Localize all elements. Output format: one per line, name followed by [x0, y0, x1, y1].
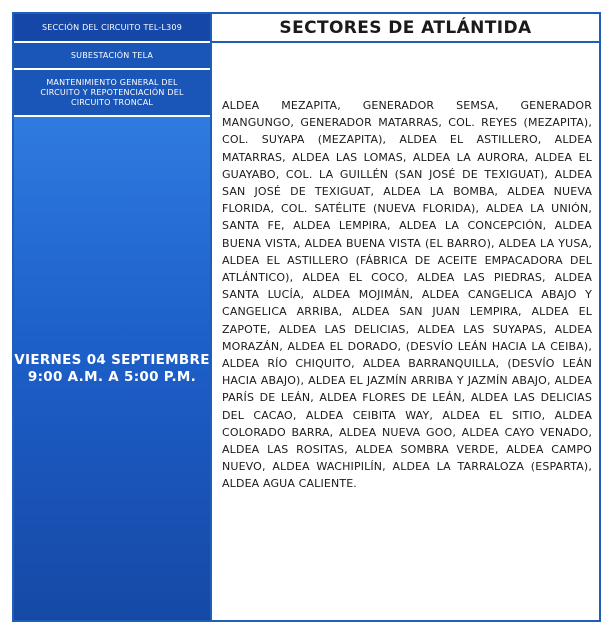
sectors-title: SECTORES DE ATLÁNTIDA — [279, 17, 532, 38]
schedule-cell — [14, 117, 210, 620]
work-description-cell — [14, 70, 210, 117]
schedule-time: 9:00 A.M. A 5:00 P.M. — [27, 368, 197, 385]
schedule-date: VIERNES 04 SEPTIEMBRE — [14, 351, 210, 368]
substation-cell — [14, 43, 210, 70]
sectors-title-cell — [210, 14, 599, 43]
sectors-list-text: ALDEA MEZAPITA, GENERADOR SEMSA, GENERADOR MANGUNGO, GENERADOR MATARRAS, COL. REYES (MEZAPITA), COL. SUYAPA (MEZAPITA), ALDEA EL ASTILLERO, ALDEA MATARRAS, ALDEA LAS LOMAS, ALDEA LA AURORA, ALDEA EL GUAYABO, COL. LA GUILLÉN (SAN JOSÉ DE TEXIGUAT), ALDEA SAN JOSÉ DE TEXIGUAT, ALDEA LA BOMBA, ALDEA NUEVA FLORIDA, COL. SATÉLITE (NUEVA FLORIDA), ALDEA LA UNIÓN, SANTA FE, ALDEA LEMPIRA, ALDEA LA CONCEPCIÓN, ALDEA BUENA VISTA, ALDEA BUENA VISTA (EL BARRO), ALDEA LA YUSA, ALDEA EL ASTILLERO (FÁBRICA DE ACEITE EMPACADORA DEL ATLÁNTICO), ALDEA EL COCO, ALDEA LAS PIEDRAS, ALDEA SANTA LUCÍA, ALDEA MOJIMÁN, ALDEA CANGELICA ABAJO Y CANGELICA ARRIBA, ALDEA SAN JUAN LEMPIRA, ALDEA EL ZAPOTE, ALDEA LAS DELICIAS, ALDEA LAS SUYAPAS, ALDEA MORAZÁN, ALDEA EL DORADO, (DESVÍO LEÁN HACIA LA CEIBA), ALDEA RÍO CHIQUITO, ALDEA BARRANQUILLA, (DESVÍO LEÁN HACIA ABAJO), ALDEA EL JAZMÍN ARRIBA Y JAZMÍN ABAJO, ALDEA PARÍS DE LEÁN, ALDEA FLORES DE LEÁN, ALDEA LAS DELICIAS DEL CACAO, ALDEA CEIBITA WAY, ALDEA EL SITIO, ALDEA COLORADO BARRA, ALDEA NUEVA GOO, ALDEA CAYO VENADO, ALDEA LAS ROSITAS, ALDEA SOMBRA VERDE, ALDEA CAMPO NUEVO, ALDEA WACHIPILÍN, ALDEA LA TARRALOZA (ESPARTA), ALDEA AGUA CALIENTE. — [222, 99, 592, 491]
circuit-section-cell — [14, 14, 210, 43]
outage-notice-table — [12, 12, 601, 622]
circuit-section-label: SECCIÓN DEL CIRCUITO TEL-L309 — [41, 22, 182, 32]
sectors-body-cell — [210, 43, 599, 620]
left-column — [14, 14, 210, 620]
work-description-label: MANTENIMIENTO GENERAL DEL CIRCUITO Y REPOTENCIACIÓN DEL CIRCUITO TRONCAL — [40, 77, 184, 107]
substation-label: SUBESTACIÓN TELA — [70, 50, 154, 60]
